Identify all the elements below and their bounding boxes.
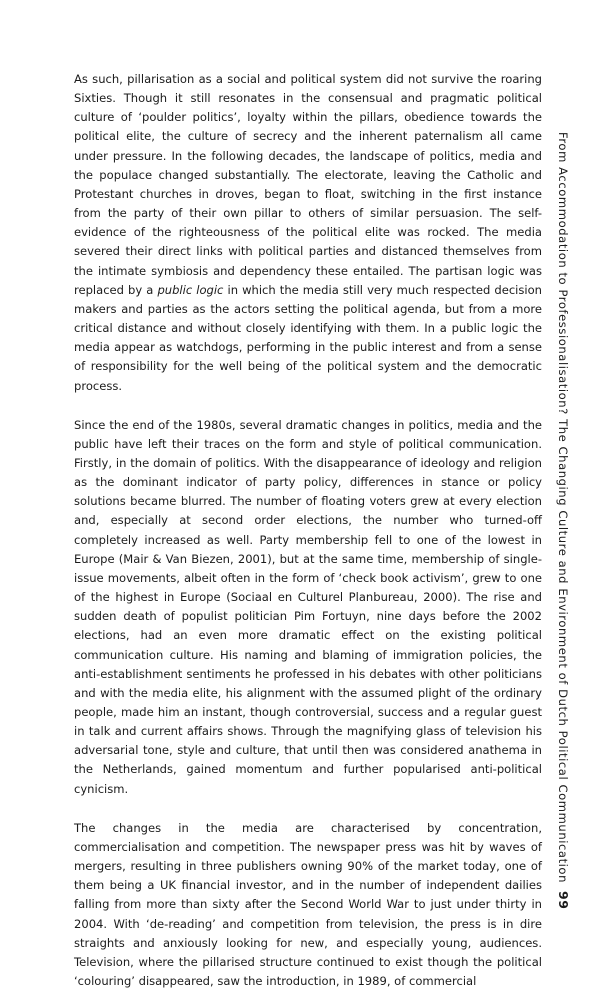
- paragraph-1-text-before: As such, pillarisation as a social and political system did not survive the roaring Sixties. Though it still resonates in the consensual and pragmatic political culture of ‘poulder politics’, loyalty within the pillars, obedience towards the political elite, the culture of secrecy and the inherent paternalism all came under pressure. In the following decades, the landscape of politics, media and the populace changed substantially. The electorate, leaving the Catholic and Protestant churches in droves, began to float, switching in the first instance from the party of their own pillar to others of similar persuasion. The self-evidence of the righteousness of the political elite was rocked. The media severed their direct links with political parties and distanced themselves from the intimate symbiosis and dependency these entailed. The partisan logic was replaced by a: [74, 72, 542, 297]
- running-head-title: From Accommodation to Professionalisation? The Changing Culture and Environment of Dutch Political Communication: [556, 132, 570, 883]
- public-logic-emphasis: public logic: [157, 282, 224, 297]
- running-head: [556, 132, 571, 909]
- page-number: 99: [556, 890, 571, 910]
- paragraph-pillarisation: [74, 70, 542, 396]
- paragraph-media-changes: The changes in the media are characterised by concentration, commercialisation and competition. The newspaper press was hit by waves of mergers, resulting in three publishers owning 90% of the market today, one of them being a UK financial investor, and in the number of independent dailies falling from more than sixty after the Second World War to just under thirty in 2004. With ‘de-reading’ and competition from television, the press is in dire straights and anxiously looking for new, and especially young, audiences. Television, where the pillarised structure continued to exist though the political ‘colouring’ disappeared, saw the introduction, in 1989, of commercial: [74, 820, 542, 989]
- paragraph-political-changes: Since the end of the 1980s, several dramatic changes in politics, media and the public have left their traces on the form and style of political communication. Firstly, in the domain of politics. With the disappearance of ideology and religion as the dominant indicator of party policy, differences in stance or policy solutions became blurred. The number of floating voters grew at every election and, especially at second order elections, the number who turned-off completely increased as well. Party membership fell to one of the lowest in Europe (Mair & Van Biezen, 2001), but at the same time, membership of single-issue movements, albeit often in the form of ‘check book activism’, grew to one of the highest in Europe (Sociaal en Culturel Planbureau, 2000). The rise and sudden death of populist politician Pim Fortuyn, nine days before the 2002 elections, had an even more dramatic effect on the existing political communication culture. His naming and blaming of immigration policies, the anti-establishment sentiments he professed in his debates with other politicians and with the media elite, his alignment with the assumed plight of the ordinary people, made him an instant, though controversial, success and a regular guest in talk and current affairs shows. Through the magnifying glass of television his adversarial tone, style and culture, that until then was considered anathema in the Netherlands, gained momentum and further popularised anti-political cynicism.: [74, 417, 542, 796]
- paragraph-1-text-after: in which the media still very much respected decision makers and parties as the actors setting the political agenda, but from a more critical distance and without closely identifying with them. In a public logic the media appear as watchdogs, performing in the public interest and from a sense of responsibility for the well being of the political system and the democratic process.: [74, 282, 542, 393]
- page-body: [74, 70, 542, 991]
